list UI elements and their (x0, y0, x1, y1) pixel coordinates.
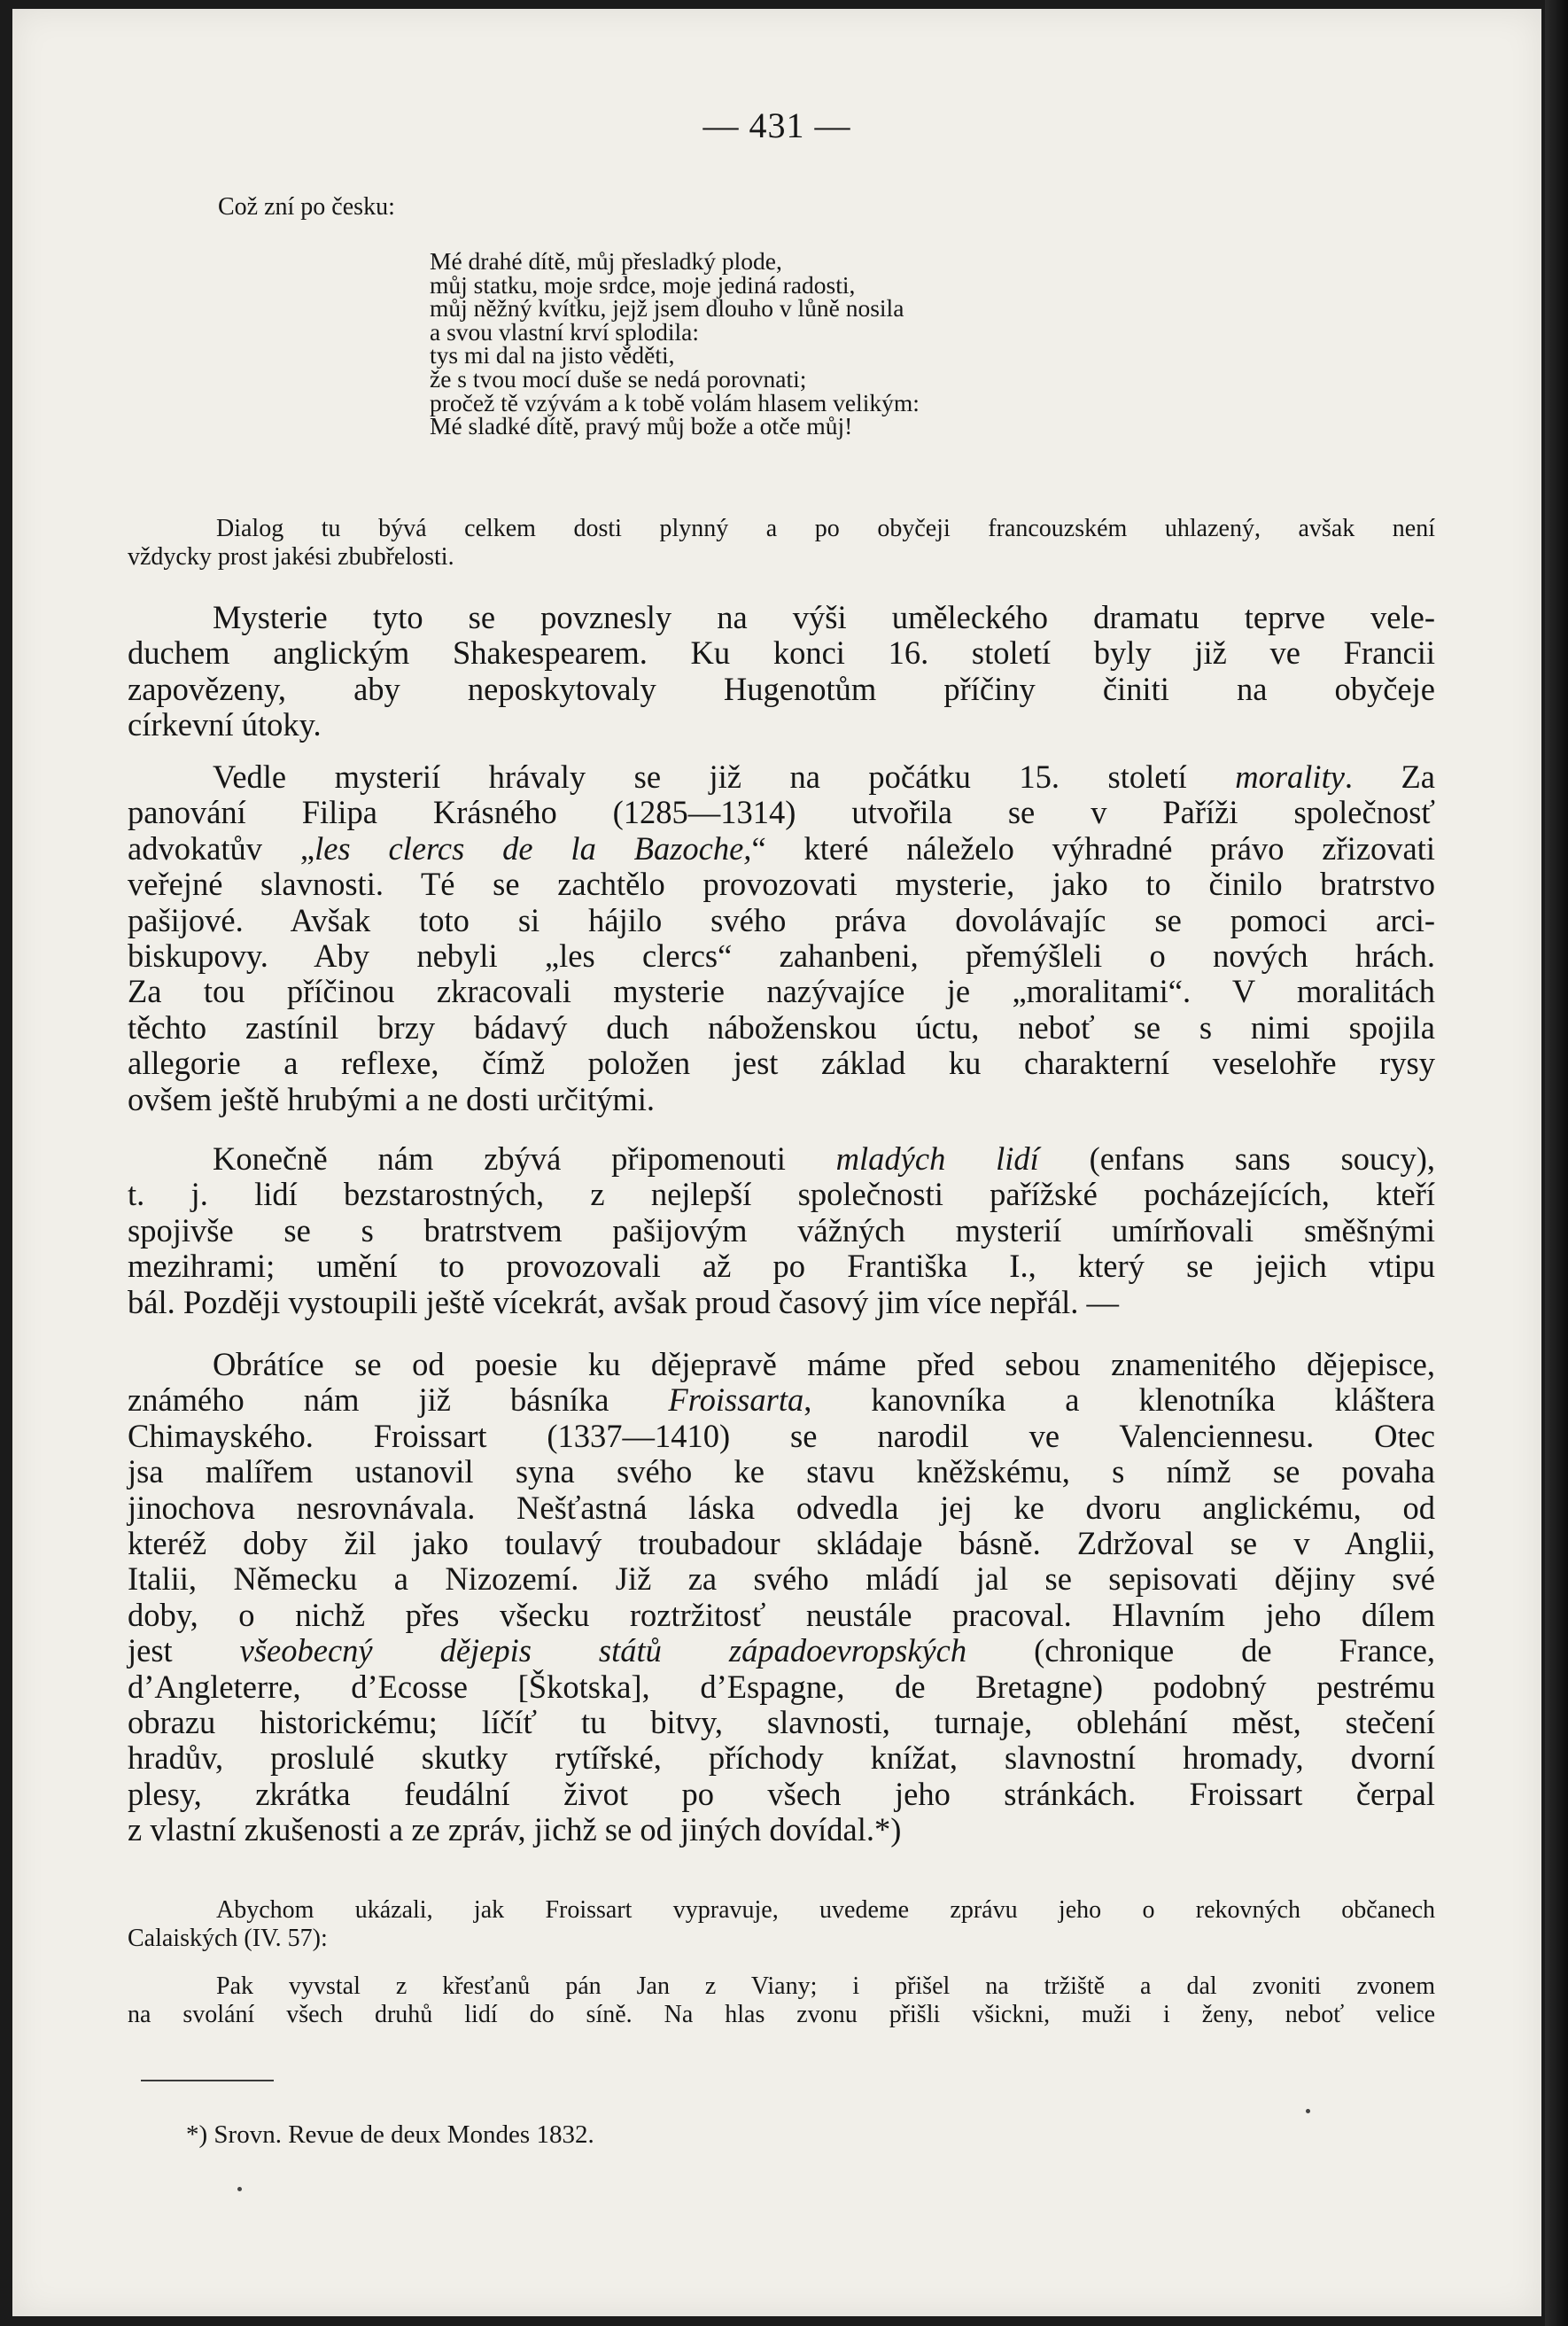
verse-line: Mé drahé dítě, můj přesladký plode, (430, 247, 782, 275)
text-line: bál. Později vystoupili ještě vícekrát, avšak proud časový jim více nepřál. — (128, 1283, 1120, 1320)
text-line: t. j. lidí bezstarostných, z nejlepší společnosti pařížské pocházejících, kteří (128, 1176, 1435, 1213)
text-line: Obrátíce se od poesie ku dějepravě máme před sebou znamenitého dějepisce, (213, 1346, 1435, 1382)
italic-term: Froissarta (668, 1381, 804, 1419)
text-line: obrazu historickému; líčíť tu bitvy, slavnosti, turnaje, oblehání měst, stečení (128, 1704, 1435, 1741)
italic-term: morality (1235, 758, 1345, 795)
text-line: Pak vyvstal z křesťanů pán Jan z Viany; i přišel na tržiště a dal zvoniti zvonem (216, 1972, 1435, 2000)
text-line: hradův, proslulé skutky rytířské, příchody knížat, slavnostní hromady, dvorní (128, 1739, 1435, 1777)
verse-line: můj něžný kvítku, jejž jsem dlouho v lůně nosila (430, 294, 904, 323)
text-line: Za tou příčinou zkracovali mysterie nazývajíce je „moralitami“. V moralitách (128, 973, 1435, 1010)
text-line: advokatův „les clercs de la Bazoche,“ které náleželo výhradné právo zřizovati (128, 829, 1435, 867)
text-line: Abychom ukázali, jak Froissart vypravuje, uvedeme zprávu jeho o rekovných občanech (216, 1896, 1435, 1924)
text-line: plesy, zkrátka feudální život po všech jeho stránkách. Froissart čerpal (128, 1775, 1435, 1812)
text-line: spojivše se s bratrstvem pašijovým vážných mysterií umírňovali směšnými (128, 1211, 1435, 1249)
text-line: Chimayského. Froissart (1337—1410) se narodil ve Valenciennesu. Otec (128, 1417, 1435, 1454)
footnote-divider (141, 2080, 274, 2081)
verse-line: Mé sladké dítě, pravý můj bože a otče můj! (430, 412, 853, 440)
text-line: duchem anglickým Shakespearem. Ku konci 16. století byly již ve Francii (128, 634, 1435, 672)
verse-line: tys mi dal na jisto věděti, (430, 341, 675, 370)
verse-line: a svou vlastní krví splodila: (430, 317, 700, 346)
text-line: vždycky prost jakési zbubřelosti. (128, 543, 454, 571)
quote-intro (128, 1896, 1435, 1953)
text-line: mezihrami; umění to provozovali až po Františka I., který se jejich vtipu (128, 1248, 1435, 1285)
text-line: Mysterie tyto se povznesly na výši uměleckého dramatu teprve vele- (213, 599, 1435, 635)
text-line: z vlastní zkušenosti a ze zpráv, jichž se od jiných dovídal.*) (128, 1811, 902, 1848)
intro-line: Což zní po česku: (218, 193, 395, 221)
ink-speck (237, 2187, 242, 2191)
italic-term: les clercs de la Bazoche, (314, 829, 752, 867)
text-line: známého nám již básníka Froissarta, kanovníka a klenotníka kláštera (128, 1381, 1436, 1419)
text-line: pašijové. Avšak toto si hájilo svého práva dovolávajíc se pomoci arci- (128, 901, 1435, 938)
text-line: kteréž doby žil jako toulavý troubadour skládaje básně. Zdržoval se v Anglii, (128, 1525, 1435, 1562)
verse-line: pročež tě vzývám a k tobě volám hlasem velikým: (430, 388, 920, 416)
scan-edge (1545, 0, 1568, 2326)
text-line: d’Angleterre, d’Ecosse [Škotska], d’Espagne, de Bretagne) podobný pestrému (128, 1668, 1435, 1705)
text-line: Dialog tu bývá celkem dosti plynný a po obyčeji francouzském uhlazený, avšak není (216, 515, 1435, 542)
paragraph-moralities (128, 759, 1435, 1117)
poem-verse (430, 247, 920, 440)
text-line: těchto zastínil brzy bádavý duch náboženskou úctu, neboť se s nimi spojila (128, 1008, 1435, 1046)
dialog-note (128, 515, 1435, 572)
quote-text (128, 1972, 1435, 2029)
text-line: biskupovy. Aby nebyli „les clercs“ zahanbeni, přemýšleli o nových hrách. (128, 937, 1435, 975)
text-line: veřejné slavnosti. Té se zachtělo provozovati mysterie, jako to činilo bratrstvo (128, 866, 1435, 903)
text-line: zapovězeny, aby neposkytovaly Hugenotům příčiny činiti na obyčeje (128, 670, 1435, 707)
text-line: Italii, Německu a Nizozemí. Již za svého mládí jal se sepisovati dějiny své (128, 1560, 1435, 1598)
italic-term: mladých lidí (835, 1140, 1039, 1177)
book-page (12, 9, 1541, 2316)
paragraph-enfans-sans-soucy (128, 1141, 1435, 1320)
ink-speck (1306, 2109, 1310, 2113)
text-line: panování Filipa Krásného (1285—1314) utvořila se v Paříži společnosť (128, 794, 1435, 831)
text-line: Calaiských (IV. 57): (128, 1925, 328, 1952)
paragraph-mysteries (128, 600, 1435, 743)
verse-line: že s tvou mocí duše se nedá porovnati; (430, 364, 807, 393)
footnote: *) Srovn. Revue de deux Mondes 1832. (186, 2120, 594, 2149)
text-line: doby, o nichž přes všecku roztržitosť neustále pracoval. Hlavním jeho dílem (128, 1596, 1435, 1633)
text-line: jest všeobecný dějepis států západoevropských (chronique de France, (128, 1632, 1436, 1669)
text-line: ovšem ještě hrubými a ne dosti určitými. (128, 1080, 656, 1117)
verse-line: můj statku, moje srdce, moje jediná radosti, (430, 270, 856, 299)
text-line: na svolání všech druhů lidí do síně. Na hlas zvonu přišli všickni, muži i ženy, neboť velice (128, 2001, 1435, 2028)
italic-term: všeobecný dějepis států západoevropských (239, 1632, 967, 1669)
paragraph-froissart (128, 1347, 1435, 1848)
text-line: církevní útoky. (128, 706, 322, 743)
text-line: jsa malířem ustanovil syna svého ke stavu kněžskému, s nímž se povaha (128, 1453, 1435, 1490)
text-line: jinochova nesrovnávala. Nešťastná láska odvedla jej ke dvoru anglickému, od (128, 1489, 1435, 1526)
text-line: Vedle mysterií hrávaly se již na počátku 15. století morality. Za (213, 758, 1436, 795)
text-line: Konečně nám zbývá připomenouti mladých lidí (enfans sans soucy), (213, 1140, 1436, 1177)
page-number: — 431 — (702, 105, 851, 145)
text-line: allegorie a reflexe, čímž položen jest základ ku charakterní veselohře rysy (128, 1045, 1435, 1082)
